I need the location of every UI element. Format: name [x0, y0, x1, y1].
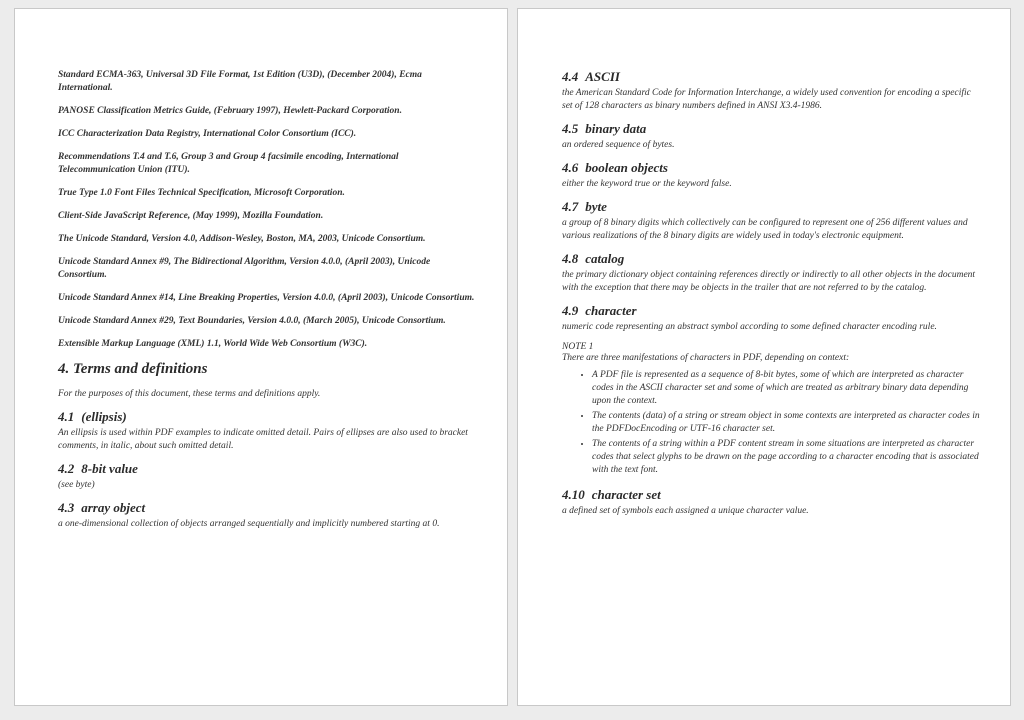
- reference-item: Unicode Standard Annex #14, Line Breaking Properties, Version 4.0.0, (April 2003), Unicode Consortium.: [58, 293, 475, 303]
- term-number: 4.7: [562, 199, 579, 214]
- term-entry: [562, 303, 980, 334]
- term-heading: [562, 69, 980, 85]
- term-heading: [562, 199, 980, 215]
- term-name: array object: [81, 500, 146, 515]
- reference-item: Extensible Markup Language (XML) 1.1, World Wide Web Consortium (W3C).: [58, 339, 368, 349]
- term-name: boolean objects: [585, 160, 668, 175]
- note-bullet: • The contents of a string within a PDF content stream in some situations are interpreted as character codes that select glyphs to be drawn on the page according to a character encoding that is associated with the text font.: [592, 438, 980, 477]
- term-number: 4.2: [58, 461, 75, 476]
- term-number: 4.6: [562, 160, 579, 175]
- term-heading: [562, 160, 980, 176]
- term-number: 4.4: [562, 69, 579, 84]
- term-entry: [562, 121, 980, 152]
- term-heading: [562, 487, 980, 503]
- term-number: 4.10: [562, 487, 585, 502]
- reference-item: The Unicode Standard, Version 4.0, Addison-Wesley, Boston, MA, 2003, Unicode Consortium.: [58, 234, 426, 244]
- term-heading: [58, 500, 477, 516]
- term-definition: a defined set of symbols each assigned a unique character value.: [562, 506, 809, 516]
- term-number: 4.9: [562, 303, 579, 318]
- term-heading: [58, 409, 477, 425]
- reference-item: Unicode Standard Annex #9, The Bidirectional Algorithm, Version 4.0.0, (April 2003), Unicode Consortium.: [58, 257, 431, 280]
- term-definition: a group of 8 binary digits which collectively can be configured to represent one of 256 different values and various realizations of the 8 binary digits are widely used in today's electronic equipment.: [562, 218, 968, 241]
- note-block: [562, 342, 980, 477]
- term-definition: An ellipsis is used within PDF examples to indicate omitted detail. Pairs of ellipses are also used to bracket comments, in italic, about such omitted detail.: [58, 428, 468, 451]
- term-entry: [58, 500, 477, 531]
- term-entry: [562, 199, 980, 243]
- term-number: 4.1: [58, 409, 75, 424]
- term-definition: a one-dimensional collection of objects arranged sequentially and implicitly numbered starting at 0.: [58, 519, 440, 529]
- term-entry: [562, 69, 980, 113]
- reference-item: Unicode Standard Annex #29, Text Boundaries, Version 4.0.0, (March 2005), Unicode Consortium.: [58, 316, 446, 326]
- document-page-left: [14, 8, 508, 706]
- term-heading: [562, 251, 980, 267]
- references-list: [58, 69, 477, 351]
- term-number: 4.8: [562, 251, 579, 266]
- note-label: NOTE 1: [562, 342, 594, 352]
- term-name: (ellipsis): [81, 409, 127, 424]
- term-definition: the American Standard Code for Information Interchange, a widely used convention for encoding a specific set of 128 characters as binary numbers defined in ANSI X3.4-1986.: [562, 88, 971, 111]
- document-page-right: [517, 8, 1011, 706]
- reference-item: ICC Characterization Data Registry, International Color Consortium (ICC).: [58, 129, 357, 139]
- term-heading: [562, 121, 980, 137]
- note-bullet: • The contents (data) of a string or stream object in some contexts are interpreted as character codes in the PDFDocEncoding or UTF-16 character set.: [592, 410, 980, 436]
- term-name: character set: [591, 487, 661, 502]
- reference-item: PANOSE Classification Metrics Guide, (February 1997), Hewlett-Packard Corporation.: [58, 106, 402, 116]
- note-bullet: • A PDF file is represented as a sequence of 8-bit bytes, some of which are interpreted as character codes in the ASCII character set and some of which are treated as arbitrary binary data depending upon the context.: [592, 369, 980, 408]
- term-definition: (see byte): [58, 480, 95, 490]
- term-entry: [562, 487, 980, 518]
- term-name: character: [585, 303, 637, 318]
- term-entry: [562, 160, 980, 191]
- term-heading: [562, 303, 980, 319]
- term-definition: an ordered sequence of bytes.: [562, 140, 675, 150]
- term-entry: [58, 409, 477, 453]
- reference-item: Client-Side JavaScript Reference, (May 1999), Mozilla Foundation.: [58, 211, 324, 221]
- term-name: catalog: [585, 251, 625, 266]
- term-definition: either the keyword true or the keyword false.: [562, 179, 732, 189]
- term-name: byte: [585, 199, 607, 214]
- term-heading: [58, 461, 477, 477]
- term-definition: numeric code representing an abstract symbol according to some defined character encoding rule.: [562, 322, 937, 332]
- term-number: 4.5: [562, 121, 579, 136]
- term-entry: [562, 251, 980, 295]
- reference-item: Recommendations T.4 and T.6, Group 3 and Group 4 facsimile encoding, International Telecommunication Union (ITU).: [58, 152, 399, 175]
- reference-item: True Type 1.0 Font Files Technical Specification, Microsoft Corporation.: [58, 188, 345, 198]
- term-name: binary data: [585, 121, 647, 136]
- section-heading: 4. Terms and definitions: [58, 361, 208, 377]
- section-intro: For the purposes of this document, these terms and definitions apply.: [58, 389, 321, 399]
- term-name: 8-bit value: [81, 461, 138, 476]
- term-entry: [58, 461, 477, 492]
- note-text: There are three manifestations of characters in PDF, depending on context:: [562, 353, 850, 363]
- term-definition: the primary dictionary object containing references directly or indirectly to all other objects in the document with the exception that there may be objects in the trailer that are not referred to by the catalog.: [562, 270, 976, 293]
- note-bullet-list: [562, 369, 980, 477]
- reference-item: Standard ECMA-363, Universal 3D File Format, 1st Edition (U3D), (December 2004), Ecma International.: [58, 70, 422, 93]
- term-name: ASCII: [585, 69, 620, 84]
- term-number: 4.3: [58, 500, 75, 515]
